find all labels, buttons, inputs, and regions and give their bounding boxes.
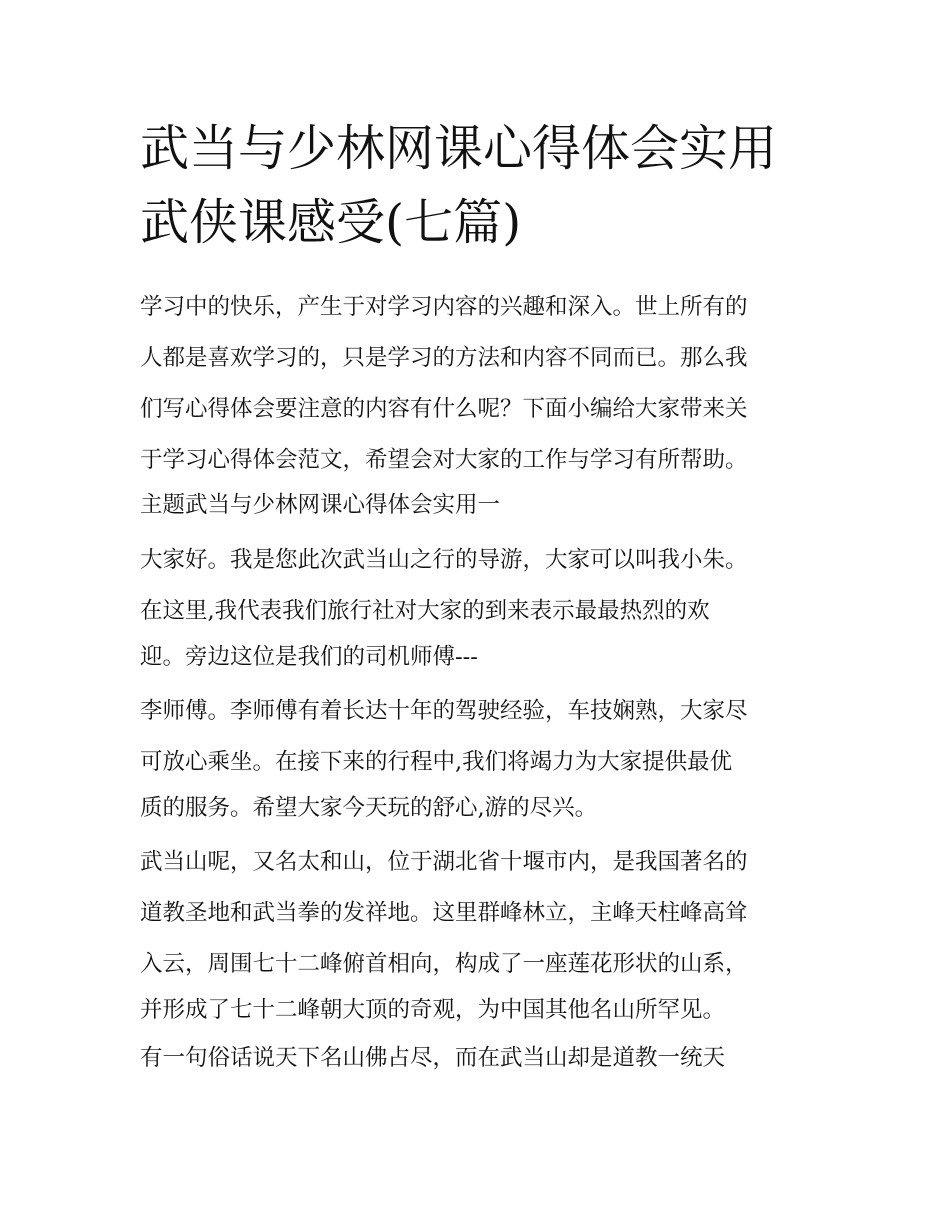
document-body <box>140 282 830 1077</box>
body-line: 人都是喜欢学习的，只是学习的方法和内容不同而已。那么我 <box>140 345 748 371</box>
body-line: 迎。旁边这位是我们的司机师傅--- <box>140 644 478 670</box>
body-line: 并形成了七十二峰朝大顶的奇观，为中国其他名山所罕见。 <box>140 997 726 1023</box>
document-title <box>140 112 820 260</box>
body-line: 质的服务。希望大家今天玩的舒心,游的尽兴。 <box>140 795 598 821</box>
body-line: 道教圣地和武当拳的发祥地。这里群峰林立，主峰天柱峰高耸 <box>140 900 748 926</box>
body-line: 可放心乘坐。在接下来的行程中,我们将竭力为大家提供最优 <box>140 749 733 775</box>
section-heading: 主题武当与少林网课心得体会实用一 <box>140 492 501 518</box>
body-line: 李师傅。李师傅有着长达十年的驾驶经验，车技娴熟，大家尽 <box>140 698 748 724</box>
body-line: 有一句俗话说天下名山佛占尽，而在武当山却是道教一统天 <box>140 1045 726 1071</box>
body-line: 大家好。我是您此次武当山之行的导游，大家可以叫我小朱。 <box>140 547 748 573</box>
body-line: 于学习心得体会范文，希望会对大家的工作与学习有所帮助。 <box>140 447 748 473</box>
body-line: 入云，周围七十二峰俯首相向，构成了一座莲花形状的山系， <box>140 951 748 977</box>
body-line: 在这里,我代表我们旅行社对大家的到来表示最最热烈的欢 <box>140 598 710 624</box>
title-line-2: 武侠课感受(七篇) <box>140 194 522 251</box>
body-line: 武当山呢，又名太和山，位于湖北省十堰市内，是我国著名的 <box>140 849 748 875</box>
body-line: 们写心得体会要注意的内容有什么呢？下面小编给大家带来关 <box>140 396 748 422</box>
title-line-1: 武当与少林网课心得体会实用 <box>140 120 778 177</box>
body-line: 学习中的快乐，产生于对学习内容的兴趣和深入。世上所有的 <box>140 294 748 320</box>
